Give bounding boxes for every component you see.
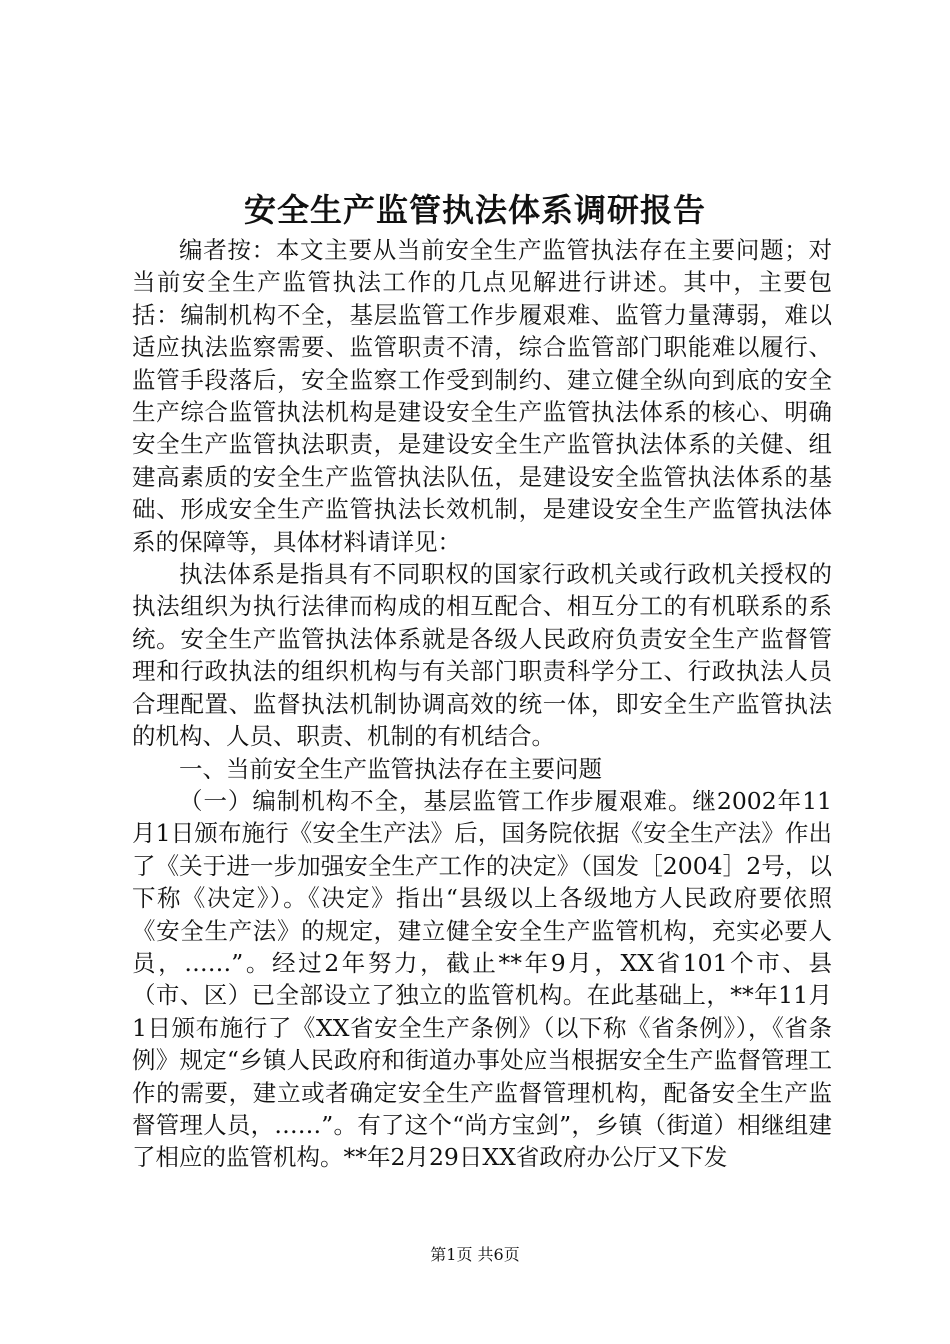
editor-note-paragraph: 编者按：本文主要从当前安全生产监管执法存在主要问题；对当前安全生产监管执法工作的几点见解进行讲述。其中，主要包括：编制机构不全，基层监管工作步履艰难、监管力量薄弱，难以适应执法监察需要、监管职责不清，综合监管部门职能难以履行、监管手段落后，安全监察工作受到制约、建立健全纵向到底的安全生产综合监管执法机构是建设安全生产监管执法体系的核心、明确安全生产监管执法职责，是建设安全生产监管执法体系的关健、组建高素质的安全生产监管执法队伍，是建设安全监管执法体系的基础、形成安全生产监管执法长效机制，是建设安全生产监管执法体系的保障等，具体材料请详见： xyxy=(132,236,832,556)
document-body xyxy=(132,234,832,1174)
subsection-paragraph-1: （一）编制机构不全，基层监管工作步履艰难。继2002年11月1日颁布施行《安全生产法》后，国务院依据《安全生产法》作出了《关于进一步加强安全生产工作的决定》（国发［2004］2号，以下称《决定》）。《决定》指出“县级以上各级地方人民政府要依照《安全生产法》的规定，建立健全安全生产监管机构，充实必要人员，……”。经过2年努力，截止**年9月，XX省101个市、县（市、区）已全部设立了独立的监管机构。在此基础上，**年11月1日颁布施行了《XX省安全生产条例》（以下称《省条例》），《省条例》规定“乡镇人民政府和街道办事处应当根据安全生产监督管理工作的需要，建立或者确定安全生产监督管理机构，配备安全生产监督管理人员，……”。有了这个“尚方宝剑”，乡镇（街道）相继组建了相应的监管机构。**年2月29日XX省政府办公厅又下发 xyxy=(132,786,832,1172)
definition-paragraph: 执法体系是指具有不同职权的国家行政机关或行政机关授权的执法组织为执行法律而构成的相互配合、相互分工的有机联系的系统。安全生产监管执法体系就是各级人民政府负责安全生产监督管理和行政执法的组织机构与有关部门职责科学分工、行政执法人员合理配置、监督执法机制协调高效的统一体，即安全生产监管执法的机构、人员、职责、机制的有机结合。 xyxy=(132,560,832,751)
page-footer: 第1页 共6页 xyxy=(430,1245,520,1264)
document-title: 安全生产监管执法体系调研报告 xyxy=(243,191,706,229)
section-heading-1: 一、当前安全生产监管执法存在主要问题 xyxy=(179,754,602,783)
